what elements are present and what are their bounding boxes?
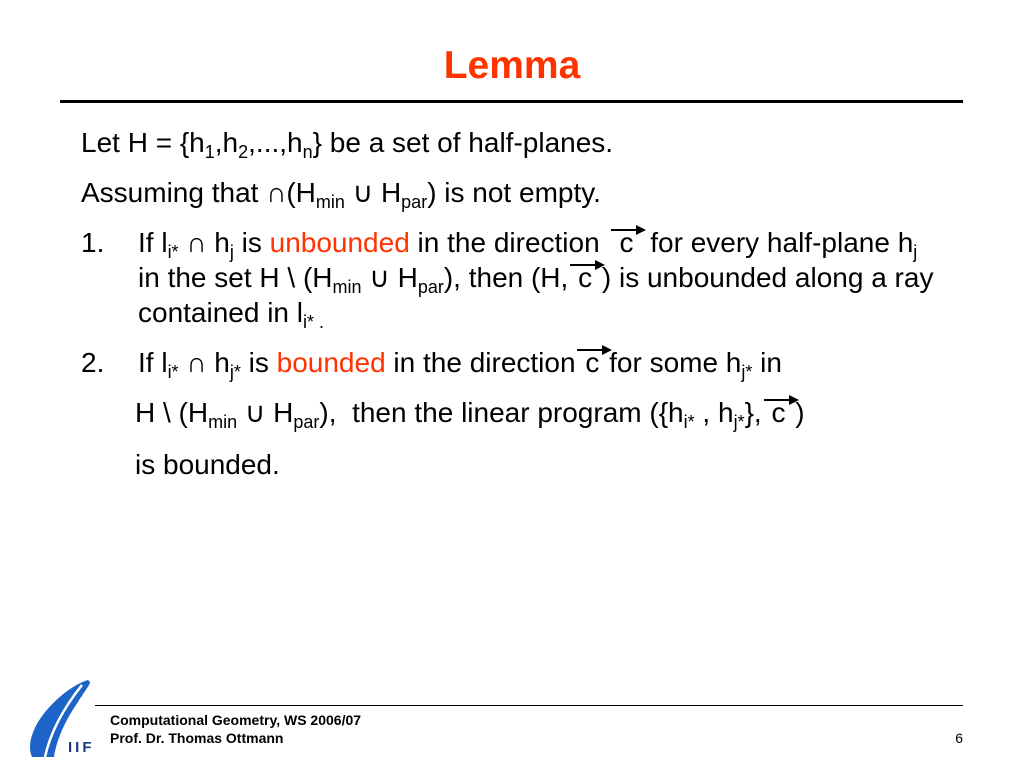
item2-line-c bbox=[135, 447, 280, 492]
text-run: ) is unbounded along a ray bbox=[594, 262, 934, 293]
subscript: 1 bbox=[204, 142, 215, 162]
text-run: If l bbox=[138, 227, 168, 258]
subscript: par bbox=[417, 277, 444, 297]
vector-c: c bbox=[578, 262, 593, 293]
iif-logo-icon bbox=[24, 676, 100, 758]
text-run: H \ (H bbox=[135, 397, 209, 428]
subscript: j* bbox=[229, 362, 241, 382]
subscript: 2 bbox=[238, 142, 249, 162]
subscript: j* bbox=[733, 412, 745, 432]
subscript: j bbox=[913, 242, 918, 262]
text-run: ∩ h bbox=[178, 227, 230, 258]
text-run: is bbox=[240, 347, 277, 378]
text-run: ) is not empty. bbox=[427, 177, 601, 208]
subscript: j* bbox=[741, 362, 753, 382]
text-run: }, bbox=[744, 397, 770, 428]
footer-course: Computational Geometry, WS 2006/07 bbox=[110, 712, 362, 728]
text-run: for some h bbox=[601, 347, 742, 378]
text-run: } be a set of half-planes. bbox=[312, 127, 614, 158]
subscript: n bbox=[302, 142, 313, 162]
footer-divider bbox=[95, 705, 963, 706]
lemma-definition-line bbox=[81, 125, 613, 170]
subscript: i* . bbox=[303, 312, 325, 332]
subscript: min bbox=[315, 192, 345, 212]
text-run: ), then (H, bbox=[443, 262, 577, 293]
item-number-1: 1. bbox=[81, 227, 105, 258]
text-run: in the direction bbox=[409, 227, 608, 258]
highlighted-term-bounded: bounded bbox=[276, 347, 386, 378]
text-run: , h bbox=[694, 397, 734, 428]
subscript: min bbox=[208, 412, 238, 432]
logo-lettering: IIF bbox=[68, 739, 95, 756]
title-divider bbox=[60, 100, 963, 103]
text-run: ), then the linear program ({h bbox=[319, 397, 684, 428]
text-run: Assuming that ∩(H bbox=[81, 177, 316, 208]
subscript: i* bbox=[683, 412, 695, 432]
text-run: ∪ H bbox=[344, 177, 402, 208]
vector-c: c bbox=[619, 227, 634, 258]
subscript: min bbox=[332, 277, 362, 297]
item-number-2: 2. bbox=[81, 347, 105, 378]
vector-c: c bbox=[585, 347, 600, 378]
subscript: par bbox=[401, 192, 428, 212]
item2-line-b bbox=[135, 395, 805, 440]
text-run: in the set H \ (H bbox=[138, 262, 333, 293]
highlighted-term-unbounded: unbounded bbox=[269, 227, 410, 258]
text-run: If l bbox=[138, 347, 168, 378]
text-run: for every half-plane h bbox=[642, 227, 914, 258]
text-run: ,h bbox=[214, 127, 239, 158]
subscript: i* bbox=[167, 242, 179, 262]
text-run: ) bbox=[787, 397, 805, 428]
text-run: Let H = {h bbox=[81, 127, 205, 158]
page-number: 6 bbox=[955, 730, 963, 746]
text-run: ,...,h bbox=[248, 127, 303, 158]
item2-line-a bbox=[138, 345, 782, 390]
vector-c: c bbox=[771, 397, 786, 428]
subscript: j bbox=[229, 242, 234, 262]
subscript: par bbox=[293, 412, 320, 432]
text-run: ∪ H bbox=[361, 262, 418, 293]
text-run: in bbox=[752, 347, 782, 378]
footer-lecturer: Prof. Dr. Thomas Ottmann bbox=[110, 730, 284, 746]
text-run: is bbox=[233, 227, 270, 258]
slide-title: Lemma bbox=[443, 44, 581, 87]
text-run: is bounded. bbox=[135, 449, 280, 480]
subscript: i* bbox=[167, 362, 179, 382]
text-run: ∪ H bbox=[237, 397, 294, 428]
text-run: contained in l bbox=[138, 297, 304, 328]
text-run: in the direction bbox=[385, 347, 584, 378]
item1-line-c bbox=[138, 295, 324, 340]
lemma-assumption-line bbox=[81, 175, 601, 220]
text-run: ∩ h bbox=[178, 347, 230, 378]
